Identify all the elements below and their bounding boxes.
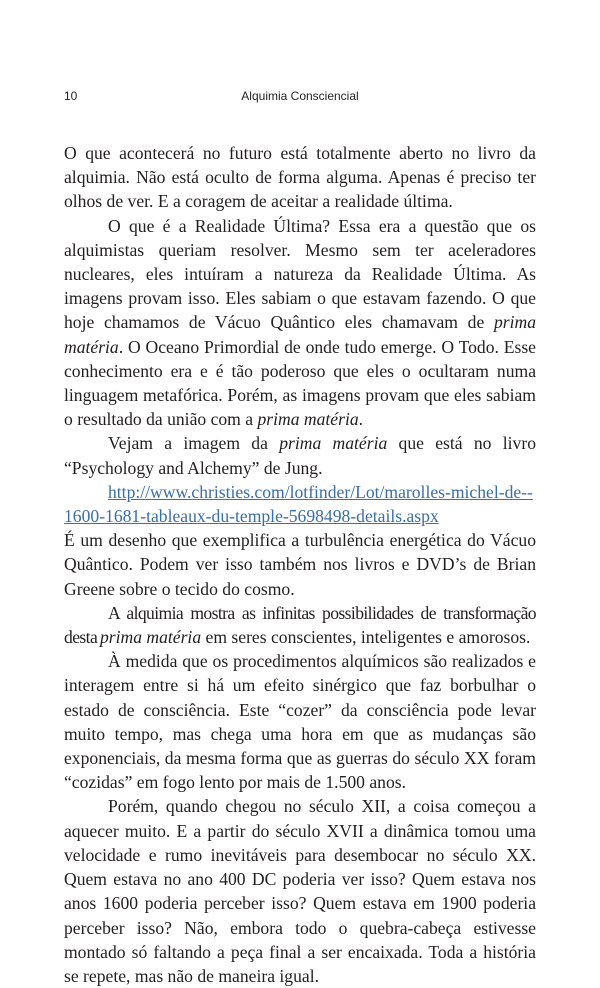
text-run: Vejam a imagem da bbox=[108, 433, 280, 454]
text-run: É um desenho que exemplifica a turbulência energética do Vácuo Quântico. Podem ver isso também nos livros e DVD’s de Brian Greene sobre o tecido do cosmo. bbox=[64, 530, 536, 599]
paragraph-7 bbox=[64, 649, 536, 794]
italic-term: prima matéria bbox=[99, 627, 202, 648]
paragraph-8 bbox=[64, 794, 536, 988]
paragraph-1 bbox=[64, 141, 536, 214]
page-header bbox=[64, 89, 536, 109]
paragraph-6 bbox=[64, 601, 536, 649]
paragraph-4 bbox=[64, 480, 536, 528]
running-title: Alquimia Consciencial bbox=[241, 89, 359, 103]
italic-term: prima matéria bbox=[64, 312, 536, 357]
text-run: O que é a Realidade Última? Essa era a questão que os alquimistas queriam resolver. Mesmo sem ter aceleradores nucleares, eles intuíram a natureza da Realidade Última. As imagens provam isso. Eles sabiam o que estavam fazendo. O que hoje chamamos de Vácuo Quântico eles chamavam de bbox=[64, 215, 536, 333]
text-run: A alquimia mostra as infinitas possibilidades de transformação desta bbox=[64, 602, 536, 648]
text-run: . bbox=[358, 409, 364, 430]
paragraph-2 bbox=[64, 214, 536, 432]
page-number: 10 bbox=[64, 89, 78, 103]
text-run: O que acontecerá no futuro está totalmente aberto no livro da alquimia. Não está oculto de forma alguma. Apenas é preciso ter olhos de ver. E a coragem de aceitar a realidade última. bbox=[64, 143, 536, 212]
italic-term: prima matéria bbox=[257, 409, 359, 430]
text-run: Porém, quando chegou no século XII, a coisa começou a aquecer muito. E a partir do século XVII a dinâmica tomou uma velocidade e rumo inevitáveis para desembocar no século XX. Quem estava no ano 400 DC poderia ver isso? Quem estava nos anos 1600 poderia perceber isso? Quem estava em 1900 poderia perceber isso? Não, embora todo o quebra-cabeça estivesse montado só faltando a peça final a ser encaixada. Toda a história se repete, mas não de maneira igual. bbox=[64, 796, 536, 986]
christies-link[interactable]: http://www.christies.com/lotfinder/Lot/marolles-michel-de--1600-1681-tableaux-du-temple-5698498-details.aspx bbox=[64, 481, 533, 527]
italic-term: prima matéria bbox=[279, 433, 388, 454]
paragraph-3 bbox=[64, 431, 536, 479]
text-run: À medida que os procedimentos alquímicos são realizados e interagem entre si há um efeito sinérgico que faz borbulhar o estado de consciência. Este “cozer” da consciência pode levar muito tempo, mas chega uma hora em que as mudanças são exponenciais, da mesma forma que as guerras do século XX foram “cozidas” em fogo lento por mais de 1.500 anos. bbox=[64, 651, 536, 793]
body-text bbox=[64, 141, 536, 988]
text-run: . O Oceano Primordial de onde tudo emerge. O Todo. Esse conhecimento era e é tão poderoso que eles o ocultaram numa linguagem metafórica. Porém, as imagens provam que eles sabiam o resultado da união com a bbox=[64, 336, 536, 430]
paragraph-5 bbox=[64, 528, 536, 601]
text-run: em seres conscientes, inteligentes e amorosos. bbox=[201, 627, 531, 648]
text-run: que está no livro “Psychology and Alchemy” de Jung. bbox=[64, 433, 536, 478]
